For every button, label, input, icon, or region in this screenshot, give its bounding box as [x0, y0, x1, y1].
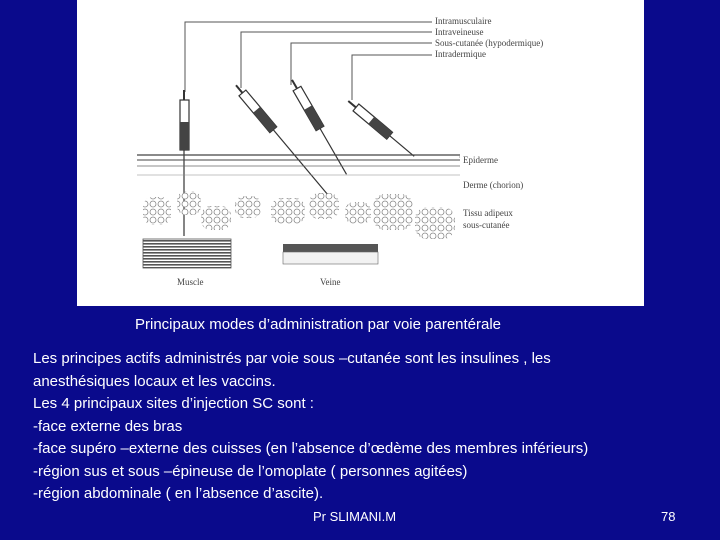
body-line: Les 4 principaux sites d’injection SC sont :	[33, 395, 314, 412]
leader-intraveineuse	[241, 32, 432, 88]
label-intramusculaire: Intramusculaire	[435, 16, 492, 26]
adipose-tissue	[143, 191, 455, 239]
fat-cluster	[309, 193, 339, 219]
fat-cluster	[271, 198, 305, 224]
fat-cluster	[177, 191, 201, 215]
body-line: -région sus et sous –épineuse de l’omoplate ( personnes agitées)	[33, 462, 468, 480]
label-tissu-adipeux: Tissu adipeux	[463, 208, 513, 218]
body-line: -face externe des bras	[33, 417, 183, 435]
label-sous-cutanee: Sous-cutanée (hypodermique)	[435, 38, 544, 48]
body-line: -région abdominale ( en l’absence d’ascite).	[33, 485, 324, 502]
fat-cluster	[373, 194, 413, 230]
label-sous-cutanee-tissue: sous-cutanée	[463, 220, 510, 230]
figure-caption: Principaux modes d’administration par voie parentérale	[135, 316, 502, 333]
fat-cluster	[345, 202, 371, 224]
skin-layers	[137, 155, 460, 175]
footer-author: Pr SLIMANI.M	[313, 509, 397, 524]
label-veine: Veine	[320, 277, 341, 287]
leader-lines	[185, 22, 432, 100]
leader-intradermique	[352, 55, 432, 100]
fat-cluster	[143, 197, 171, 225]
vein-lumen	[283, 252, 378, 264]
label-epiderme: Epiderme	[463, 155, 498, 165]
muscle-block	[143, 239, 231, 268]
vein-wall-top	[283, 244, 378, 252]
syringe-sous-cutanee	[288, 78, 350, 177]
label-derme: Derme (chorion)	[463, 180, 524, 190]
body-line: -face supéro –externe des cuisses (en l’absence d’œdème des membres inférieurs)	[33, 440, 589, 457]
body-line: Les principes actifs administrés par voie sous –cutanée sont les insulines , les	[33, 350, 551, 367]
leader-sous-cutanee	[291, 43, 432, 85]
injection-diagram	[77, 0, 644, 306]
syringe-intraveineuse	[233, 82, 332, 198]
fat-cluster	[201, 206, 231, 230]
syringe-intradermique	[345, 98, 417, 160]
label-muscle: Muscle	[177, 277, 204, 287]
fat-cluster	[415, 207, 455, 239]
fat-cluster	[235, 196, 261, 218]
body-text	[33, 348, 588, 506]
injection-diagram-svg	[77, 0, 644, 306]
page-number: 78	[661, 509, 676, 524]
label-intradermique: Intradermique	[435, 49, 486, 59]
label-intraveineuse: Intraveineuse	[435, 27, 484, 37]
body-line: anesthésiques locaux et les vaccins.	[33, 372, 276, 390]
